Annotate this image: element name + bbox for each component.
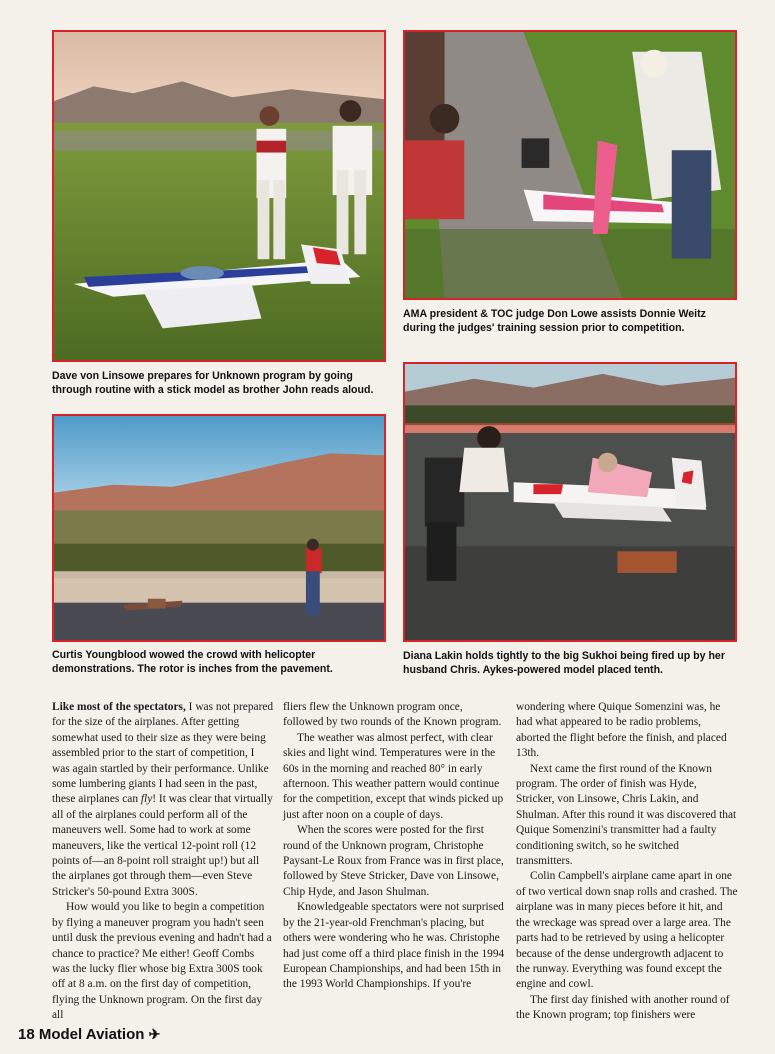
article-column-1 — [52, 700, 274, 1024]
article-paragraph: fliers flew the Unknown program once, followed by two rounds of the Known program. — [283, 701, 502, 729]
photo-4-image — [405, 364, 735, 640]
page-number: 18 — [18, 1026, 35, 1043]
airplane-icon: ✈ — [148, 1026, 161, 1042]
lead-in: Like most of the spectators, — [52, 701, 186, 713]
photo-1-image — [54, 32, 384, 360]
photo-2-image — [405, 32, 735, 298]
article-paragraph: Like most of the spectators, I was not prepared for the size of the airplanes. After getting somewhat used to their size as they were being assembled prior to the start of competition, I was again startled by their performance. Unlike some lumbering giants I had seen in the past, these airplanes can fly! It was clear that virtually all of the airplanes could perform all of the maneuvers well. Some had to work at some maneuvers, like the vertical 12-point roll (12 points of—an 8-point roll straight up!) but all the airplanes got through them—even Steve Stricker's 50-pound Extra 300S. — [52, 701, 274, 898]
article-column-3 — [516, 700, 738, 1024]
article-paragraph: Next came the first round of the Known program. The order of finish was Hyde, Stricker, von Linsowe, Chris Lakin, and Shulman. After this round it was discovered that Quique Somenzini's transmitter had a faulty conditioning switch, so he switched transmitters. — [516, 762, 737, 868]
photo-2-caption: AMA president & TOC judge Don Lowe assists Donnie Weitz during the judges' training session prior to competition. — [403, 308, 706, 334]
article-paragraph: When the scores were posted for the first round of the Unknown program, Christophe Paysant-Le Roux from France was in first place, followed by Steve Stricker, Dave von Linsowe, Chip Hyde, and Jason Shulman. — [283, 824, 504, 898]
photo-sukhoi-startup — [403, 362, 737, 642]
article-paragraph: Colin Campbell's airplane came apart in one of two vertical down snap rolls and crashed. The airplane was in many pieces before it hit, and the wreckage was spread over a large area. The parts had to be retrieved by using a helicopter because of the dense undergrowth adjacent to the runway. Everything was found except the engine and cowl. — [516, 870, 738, 991]
article-paragraph: The first day finished with another round of the Known program; top finishers were — [516, 993, 730, 1022]
page-footer — [18, 1026, 160, 1043]
article-paragraph: The weather was almost perfect, with clear skies and light wind. Temperatures were in the 60s in the morning and reached 80° in early afternoon. This weather pattern would continue for the competition, except that winds picked up just after noon on a couple of days. — [283, 731, 504, 821]
article-paragraph: wondering where Quique Somenzini was, he had what appeared to be radio problems, aborted the flight before the finish, and placed 13th. — [516, 701, 727, 760]
article-paragraph: How would you like to begin a competition by flying a maneuver program you hadn't seen until dusk the previous evening and hadn't had a chance to practice? Me either! Geoff Combs was the lucky flier whose big Extra 300S took off at 8 a.m. on the first day of competition, flying the Unknown program. On the first day all — [52, 901, 272, 1022]
photo-3-caption: Curtis Youngblood wowed the crowd with helicopter demonstrations. The rotor is inches from the pavement. — [52, 649, 333, 675]
photo-4-caption: Diana Lakin holds tightly to the big Sukhoi being fired up by her husband Chris. Aykes-powered model placed tenth. — [403, 650, 725, 676]
article-paragraph: Knowledgeable spectators were not surprised by the 21-year-old Frenchman's placing, but others were wondering who he was. Christophe had just come off a third place finish in the 1994 European Championships, and had been 15th in the 1993 World Championships. If you're — [283, 901, 505, 991]
photo-stick-model-practice — [52, 30, 386, 362]
article-column-2 — [283, 700, 505, 993]
photo-judges-training — [403, 30, 737, 300]
photo-1-caption: Dave von Linsowe prepares for Unknown program by going through routine with a stick model as brother John reads aloud. — [52, 370, 374, 396]
photo-helicopter-demo — [52, 414, 386, 642]
magazine-title: Model Aviation — [38, 1026, 145, 1043]
photo-3-image — [54, 416, 384, 640]
